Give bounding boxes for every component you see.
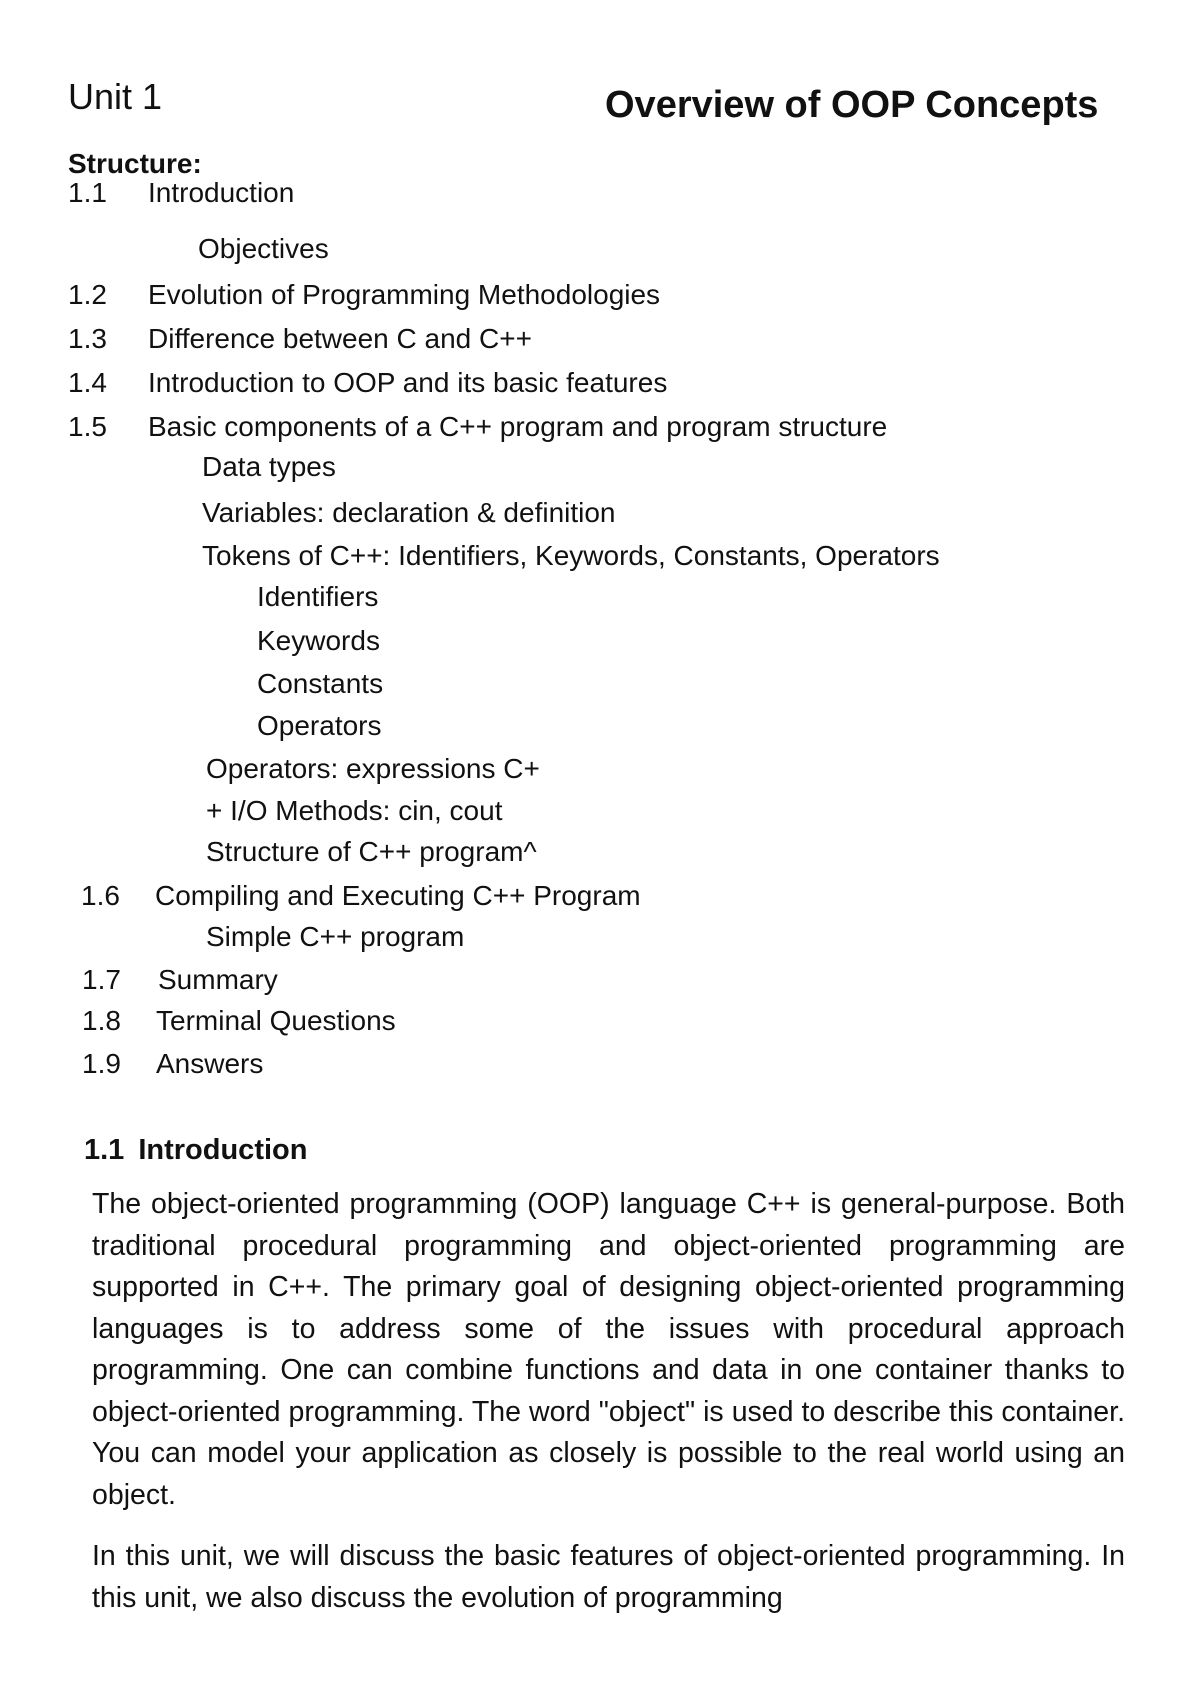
toc-subsubitem: Constants bbox=[257, 668, 384, 699]
toc-item-text: Difference between C and C++ bbox=[148, 323, 532, 354]
toc-item-number: 1.5 bbox=[68, 411, 107, 442]
toc-item bbox=[82, 1047, 782, 1081]
toc-item-text: Introduction to OOP and its basic features bbox=[148, 367, 668, 398]
section-number: 1.1 bbox=[84, 1134, 125, 1166]
toc-item-number: 1.7 bbox=[82, 964, 121, 995]
toc-item-number: 1.3 bbox=[68, 323, 107, 354]
toc-subitem: Data types bbox=[202, 451, 336, 482]
toc-item bbox=[68, 176, 768, 210]
toc-item bbox=[68, 366, 968, 400]
toc-item-text: Introduction bbox=[148, 177, 295, 208]
toc-subitem: Objectives bbox=[198, 233, 329, 264]
toc-subitem: Simple C++ program bbox=[206, 921, 465, 952]
toc-item-number: 1.8 bbox=[82, 1005, 121, 1036]
toc-item bbox=[68, 278, 968, 312]
toc-item-text: Compiling and Executing C++ Program bbox=[155, 880, 641, 911]
structure-label: Structure: bbox=[68, 148, 202, 179]
toc-subsubitem: Operators bbox=[257, 710, 382, 741]
toc-item-text: Evolution of Programming Methodologies bbox=[148, 279, 661, 310]
toc-item bbox=[82, 1004, 782, 1038]
unit-title: Overview of OOP Concepts bbox=[605, 84, 1099, 126]
toc-subitem: Variables: declaration & definition bbox=[202, 497, 616, 528]
toc-item-text: Terminal Questions bbox=[156, 1005, 396, 1036]
section-title: Introduction bbox=[138, 1134, 308, 1166]
toc-item-text: Answers bbox=[156, 1048, 264, 1079]
toc-item-number: 1.4 bbox=[68, 367, 107, 398]
unit-label: Unit 1 bbox=[68, 76, 163, 117]
toc-subsubitem: Keywords bbox=[257, 625, 380, 656]
body-paragraph: In this unit, we will discuss the basic features of object-oriented programming. In this unit, we also discuss the evolution of programming bbox=[92, 1540, 1125, 1614]
toc-subitem: Structure of C++ program^ bbox=[206, 836, 537, 867]
toc-subitem: + I/O Methods: cin, cout bbox=[206, 795, 503, 826]
toc-item bbox=[68, 322, 968, 356]
toc-item-number: 1.1 bbox=[68, 177, 107, 208]
toc-item-text: Summary bbox=[158, 964, 278, 995]
toc-item-number: 1.2 bbox=[68, 279, 107, 310]
toc-item-number: 1.9 bbox=[82, 1048, 121, 1079]
toc-item bbox=[68, 410, 1118, 444]
toc-subitem: Tokens of C++: Identifiers, Keywords, Constants, Operators bbox=[202, 540, 940, 571]
body-paragraph: The object-oriented programming (OOP) language C++ is general-purpose. Both traditional procedural programming and object-oriented programming are supported in C++. The primary goal of designing object-oriented programming languages is to address some of the issues with procedural approach programming. One can combine functions and data in one container thanks to object-oriented programming. The word "object" is used to describe this container. You can model your application as closely is possible to the real world using an object. bbox=[92, 1188, 1125, 1511]
toc-subitem: Operators: expressions C+ bbox=[206, 753, 540, 784]
toc-item bbox=[81, 879, 981, 913]
toc-item-text: Basic components of a C++ program and program structure bbox=[148, 411, 888, 442]
toc-item-number: 1.6 bbox=[81, 880, 120, 911]
toc-item bbox=[82, 963, 782, 997]
section-heading bbox=[84, 1134, 307, 1167]
toc-subsubitem: Identifiers bbox=[257, 581, 379, 612]
